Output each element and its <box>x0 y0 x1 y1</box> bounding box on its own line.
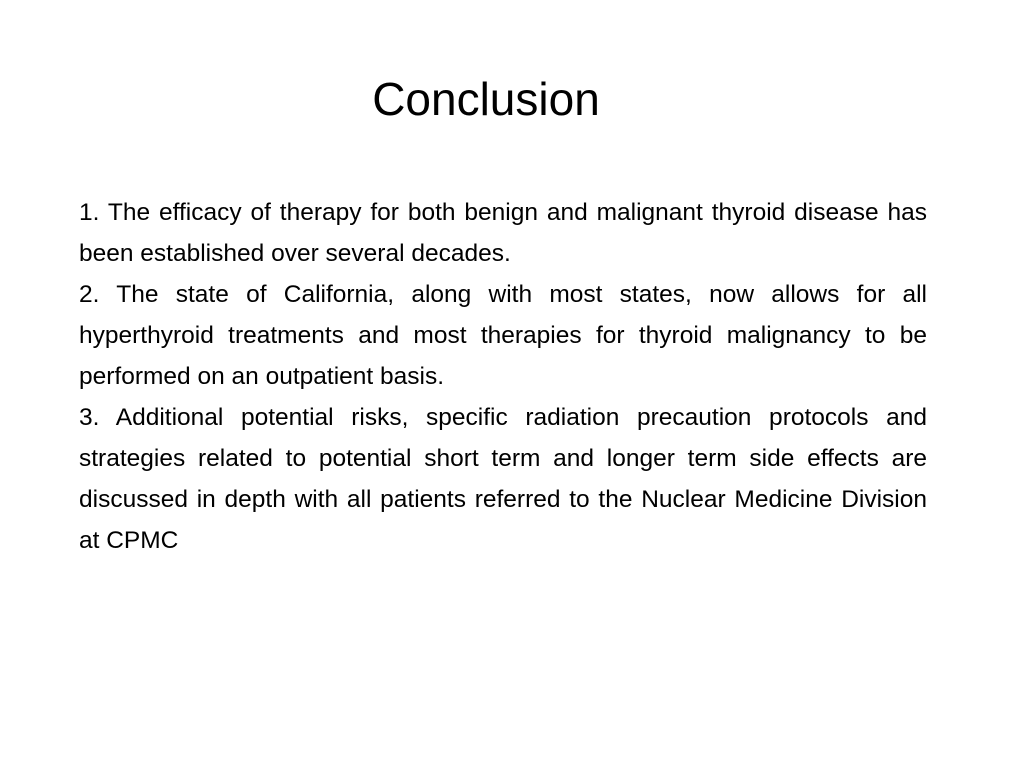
conclusion-point-3: 3. Additional potential risks, specific radiation precaution protocols and strategies related to potential short term and longer term side effects are discussed in depth with all patients referred to the Nuclear Medicine Division at CPMC <box>79 404 927 554</box>
slide-title: Conclusion <box>372 73 600 125</box>
conclusion-point-2: 2. The state of California, along with most states, now allows for all hyperthyroid treatments and most therapies for thyroid malignancy to be performed on an outpatient basis. <box>79 281 927 390</box>
conclusion-point-1: 1. The efficacy of therapy for both benign and malignant thyroid disease has been established over several decades. <box>79 199 927 267</box>
slide-body <box>79 192 927 561</box>
